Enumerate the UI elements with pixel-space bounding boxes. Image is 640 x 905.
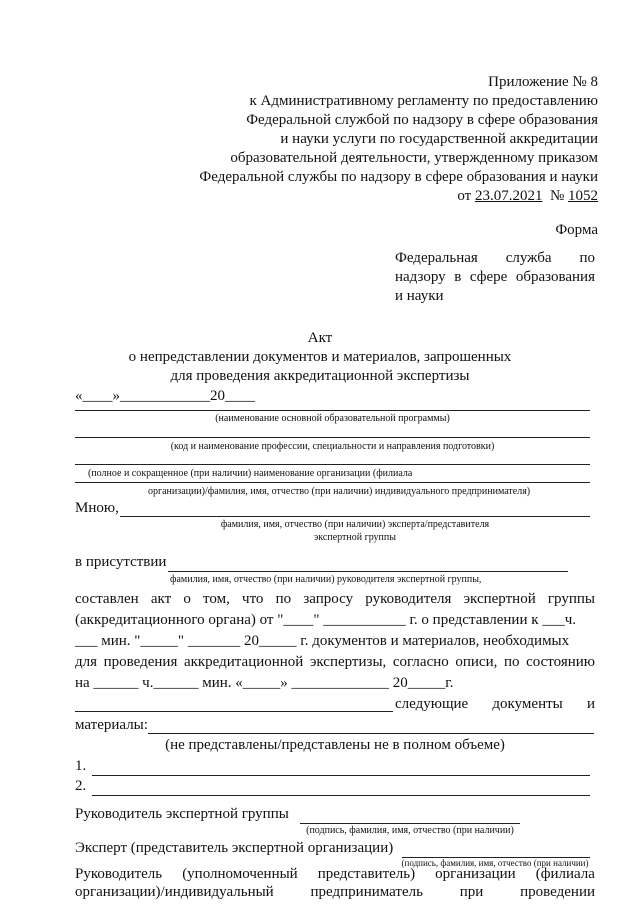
item-2-line [92, 795, 590, 796]
leader-caption: фамилия, имя, отчество (при наличии) руководителя экспертной группы, [170, 574, 482, 585]
word: по [275, 591, 292, 607]
word: по [503, 654, 520, 670]
word: и [586, 696, 595, 712]
paragraph-line-4 [75, 654, 595, 671]
word: группы [547, 591, 595, 607]
leader-signature-label: Руководитель экспертной группы [75, 806, 289, 822]
word: экспертной [463, 591, 536, 607]
paragraph-line-3: ___ мин. "_____" _______ 20_____ г. документов и материалов, необходимых [75, 633, 570, 649]
act-date-line: «____»____________20____ [75, 388, 255, 404]
word: представитель) [317, 866, 416, 882]
word: экспертизы, [309, 654, 387, 670]
word: аккредитационной [183, 654, 304, 670]
word: руководителя [365, 591, 452, 607]
number-prefix: № [549, 188, 565, 204]
expert-line [120, 516, 590, 517]
organization-line [75, 464, 590, 465]
recipient-line-2 [395, 269, 595, 286]
item-1-line [92, 775, 590, 776]
word: что [242, 591, 264, 607]
expert-caption-2: экспертной группы [314, 532, 396, 543]
leader-signature-line [300, 823, 520, 824]
profession-caption: (код и наименование профессии, специальности и направления подготовки) [170, 441, 495, 452]
word: (филиала [535, 866, 595, 882]
word: согласно [392, 654, 449, 670]
word: служба [505, 250, 552, 266]
date-prefix: от [457, 188, 472, 204]
word: проведения [103, 654, 178, 670]
header-line-4: образовательной деятельности, утвержденному приказом [230, 150, 598, 166]
word: состоянию [526, 654, 595, 670]
paragraph-line-1 [75, 591, 595, 608]
item-2-number: 2. [75, 778, 87, 794]
word: описи, [455, 654, 498, 670]
word: образования [515, 269, 595, 285]
header-line-5: Федеральной службы по надзору в сфере образования и науки [199, 169, 598, 185]
mnoyu-label: Мною, [75, 500, 119, 516]
organization-caption-2: организации)/фамилия, имя, отчество (при наличии) индивидуального предпринимателя) [148, 486, 531, 497]
word: документы [492, 696, 563, 712]
header-line-1: к Административному регламенту по предоставлению [249, 93, 598, 109]
final-line-2 [75, 884, 595, 901]
appendix-number: Приложение № 8 [488, 74, 598, 90]
header-line-2: Федеральной службой по надзору в сфере образования [246, 112, 598, 128]
act-title: Акт [307, 330, 333, 346]
item-1-number: 1. [75, 758, 87, 774]
act-subtitle-1: о непредставлении документов и материалов, запрошенных [128, 349, 512, 365]
paragraph-line-2: (аккредитационного органа) от "____" ___________ г. о представлении к ___ч. [75, 612, 577, 628]
recipient-line-1 [395, 250, 595, 267]
order-date-number [457, 188, 598, 205]
paragraph-line-5: на ______ ч.______ мин. «_____» _____________ 20_____г. [75, 675, 454, 691]
recipient-line-3: и науки [395, 288, 444, 304]
profession-line [75, 437, 590, 438]
word: Федеральная [395, 250, 478, 266]
word: предприниматель [310, 884, 423, 900]
organization-line-2 [75, 482, 590, 483]
word: по [579, 250, 595, 266]
not-provided-caption: (не представлены/представлены не в полном объеме) [165, 737, 505, 753]
materials-line [148, 733, 594, 734]
word: следующие [395, 696, 469, 712]
expert-caption-1: фамилия, имя, отчество (при наличии) эксперта/представителя [220, 519, 490, 530]
word: (уполномоченный [182, 866, 298, 882]
word: надзору [395, 269, 446, 285]
expert-signature-caption: (подпись, фамилия, имя, отчество (при наличии) [401, 858, 589, 868]
word: организации)/индивидуальный [75, 884, 274, 900]
word: акт [150, 591, 172, 607]
expert-signature-label: Эксперт (представитель экспертной организации) [75, 840, 394, 856]
word: для [75, 654, 98, 670]
leader-signature-caption: (подпись, фамилия, имя, отчество (при наличии) [306, 825, 514, 836]
presence-label: в присутствии [75, 554, 167, 570]
word: в [454, 269, 462, 285]
form-label: Форма [555, 222, 598, 238]
word: проведении [520, 884, 595, 900]
paragraph-line-6 [395, 696, 595, 713]
materials-label: материалы: [75, 717, 148, 733]
program-caption: (наименование основной образовательной программы) [215, 413, 450, 424]
word: организации [435, 866, 516, 882]
presence-line [168, 571, 568, 572]
organization-caption-1: (полное и сокращенное (при наличии) наименование организации (филиала [88, 468, 413, 479]
word: Руководитель [75, 866, 163, 882]
documents-line [75, 711, 393, 712]
word: о [183, 591, 191, 607]
word: том, [203, 591, 230, 607]
final-line-1 [75, 866, 595, 883]
order-number: 1052 [568, 188, 598, 204]
program-line [75, 410, 590, 411]
header-line-3: и науки услуги по государственной аккредитации [280, 131, 598, 147]
word: запросу [303, 591, 354, 607]
word: при [459, 884, 484, 900]
act-subtitle-2: для проведения аккредитационной экспертизы [170, 368, 470, 384]
order-date: 23.07.2021 [474, 188, 543, 204]
word: сфере [469, 269, 508, 285]
word: составлен [75, 591, 139, 607]
